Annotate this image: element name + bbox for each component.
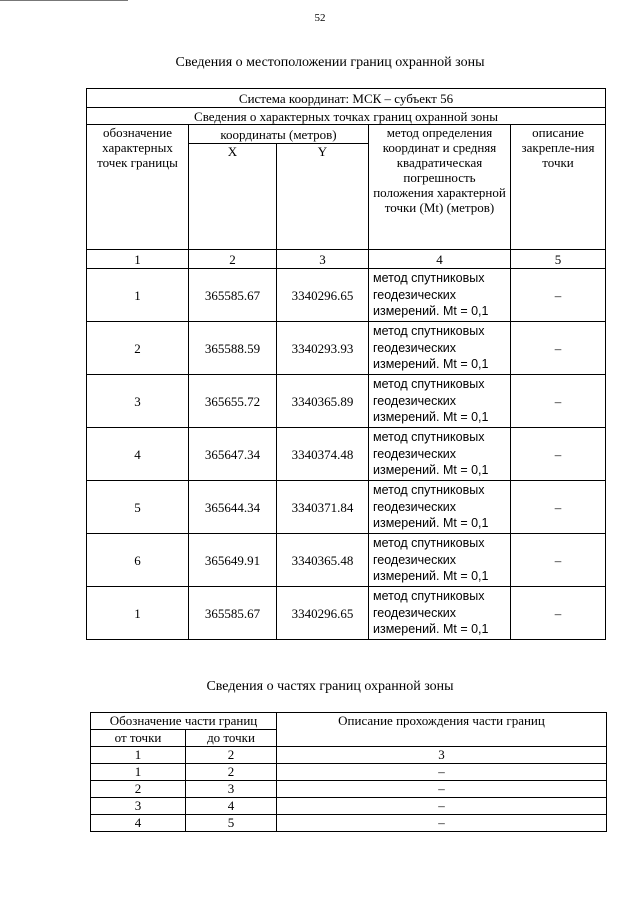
col-x-header: X [189, 144, 277, 250]
y-cell: 3340365.48 [277, 534, 369, 587]
col-method-header: метод определения координат и средняя квадратическая погрешность положения характерной точки (Mt) (метров) [369, 125, 511, 250]
col-from-header: от точки [91, 730, 186, 747]
from-cell: 3 [91, 798, 186, 815]
x-cell: 365585.67 [189, 269, 277, 322]
point-cell: 3 [87, 375, 189, 428]
desc-cell: – [277, 781, 607, 798]
page-number: 52 [314, 12, 326, 24]
y-cell: 3340296.65 [277, 269, 369, 322]
table-row [87, 375, 606, 428]
y-cell: 3340371.84 [277, 481, 369, 534]
table-row [91, 781, 607, 798]
table-row [87, 534, 606, 587]
point-cell: 6 [87, 534, 189, 587]
from-cell: 1 [91, 764, 186, 781]
desc-cell: – [277, 815, 607, 832]
desc-cell: – [511, 269, 606, 322]
column-number: 3 [277, 747, 607, 764]
boundary-points-table [86, 88, 606, 640]
from-cell: 4 [91, 815, 186, 832]
column-number: 5 [511, 250, 606, 269]
parts-heading: Сведения о частях границ охранной зоны [206, 679, 454, 694]
y-cell: 3340296.65 [277, 587, 369, 640]
table-row [87, 428, 606, 481]
header-row [87, 125, 606, 144]
table-row [91, 815, 607, 832]
subtitle-row [87, 108, 606, 125]
y-cell: 3340365.89 [277, 375, 369, 428]
coord-system-row [87, 89, 606, 108]
table-row [87, 322, 606, 375]
col-point-header: обозначение характерных точек границы [87, 125, 189, 250]
to-cell: 2 [186, 764, 277, 781]
x-cell: 365655.72 [189, 375, 277, 428]
point-cell: 4 [87, 428, 189, 481]
table-row [87, 269, 606, 322]
desc-cell: – [511, 322, 606, 375]
x-cell: 365644.34 [189, 481, 277, 534]
desc-cell: – [511, 428, 606, 481]
boundary-heading: Сведения о местоположении границ охранной зоны [175, 55, 485, 70]
x-cell: 365647.34 [189, 428, 277, 481]
col-to-header: до точки [186, 730, 277, 747]
to-cell: 5 [186, 815, 277, 832]
to-cell: 4 [186, 798, 277, 815]
desc-cell: – [277, 764, 607, 781]
column-number: 4 [369, 250, 511, 269]
corner-scan-line [0, 0, 128, 1]
y-cell: 3340374.48 [277, 428, 369, 481]
column-number: 2 [186, 747, 277, 764]
method-cell: метод спутниковых геодезических измерений. Mt = 0,1 [369, 534, 511, 587]
column-number: 1 [87, 250, 189, 269]
boundary-parts-table [90, 712, 607, 832]
desc-cell: – [511, 534, 606, 587]
table-row [91, 798, 607, 815]
point-cell: 2 [87, 322, 189, 375]
col-desc-header: Описание прохождения части границ [277, 713, 607, 747]
method-cell: метод спутниковых геодезических измерений. Mt = 0,1 [369, 269, 511, 322]
coord-system-cell: Система координат: МСК – субъект 56 [87, 89, 606, 108]
point-cell: 1 [87, 587, 189, 640]
parts-header-row [91, 713, 607, 730]
column-number: 2 [189, 250, 277, 269]
method-cell: метод спутниковых геодезических измерений. Mt = 0,1 [369, 587, 511, 640]
subtitle-cell: Сведения о характерных точках границ охранной зоны [87, 108, 606, 125]
col-coords-header: координаты (метров) [189, 125, 369, 144]
col-desc-header: описание закрепле-ния точки [511, 125, 606, 250]
table-row [87, 587, 606, 640]
table-row [87, 481, 606, 534]
point-cell: 5 [87, 481, 189, 534]
desc-cell: – [511, 587, 606, 640]
desc-cell: – [277, 798, 607, 815]
method-cell: метод спутниковых геодезических измерений. Mt = 0,1 [369, 375, 511, 428]
x-cell: 365588.59 [189, 322, 277, 375]
col-y-header: Y [277, 144, 369, 250]
parts-column-numbers-row [91, 747, 607, 764]
x-cell: 365649.91 [189, 534, 277, 587]
to-cell: 3 [186, 781, 277, 798]
column-number: 3 [277, 250, 369, 269]
method-cell: метод спутниковых геодезических измерений. Mt = 0,1 [369, 322, 511, 375]
table-row [91, 764, 607, 781]
method-cell: метод спутниковых геодезических измерений. Mt = 0,1 [369, 428, 511, 481]
column-number: 1 [91, 747, 186, 764]
column-numbers-row [87, 250, 606, 269]
desc-cell: – [511, 481, 606, 534]
x-cell: 365585.67 [189, 587, 277, 640]
col-part-header: Обозначение части границ [91, 713, 277, 730]
from-cell: 2 [91, 781, 186, 798]
y-cell: 3340293.93 [277, 322, 369, 375]
point-cell: 1 [87, 269, 189, 322]
method-cell: метод спутниковых геодезических измерений. Mt = 0,1 [369, 481, 511, 534]
desc-cell: – [511, 375, 606, 428]
